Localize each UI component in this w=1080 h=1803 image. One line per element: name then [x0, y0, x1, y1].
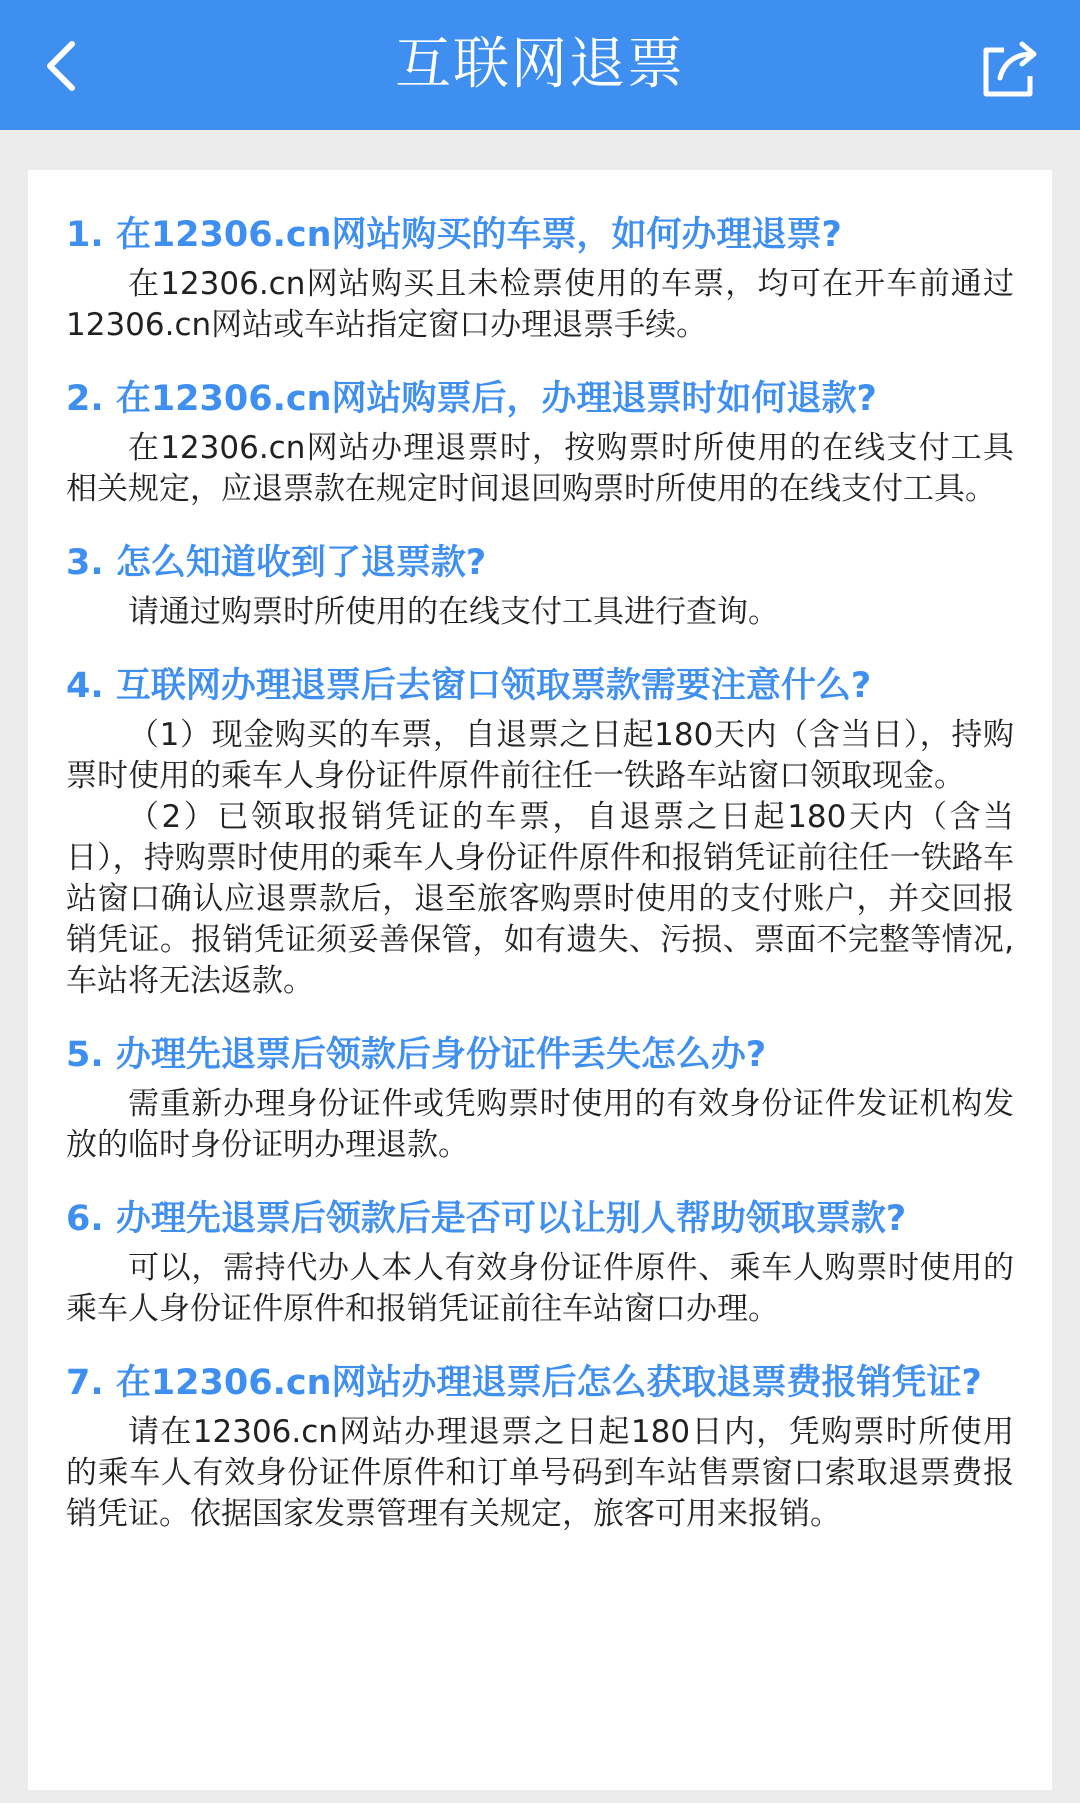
faq-item-2	[66, 374, 1014, 510]
faq-question-5: 5. 办理先退票后领款后身份证件丢失怎么办?	[66, 1035, 767, 1075]
faq-answer-1: 在12306.cn网站购买且未检票使用的车票，均可在开车前通过12306.cn网站或车站指定窗口办理退票手续。	[66, 266, 1014, 343]
page-title: 互联网退票	[395, 32, 685, 97]
faq-item-4	[66, 661, 1014, 1002]
faq-answer-4a: （1）现金购买的车票，自退票之日起180天内（含当日），持购票时使用的乘车人身份证件原件前往任一铁路车站窗口领取现金。	[66, 717, 1014, 794]
faq-answer-4b: （2）已领取报销凭证的车票，自退票之日起180天内（含当日），持购票时使用的乘车人身份证件原件和报销凭证前往任一铁路车站窗口确认应退票款后，退至旅客购票时使用的支付账户，并交回报销凭证。报销凭证须妥善保管，如有遗失、污损、票面不完整等情况,车站将无法返款。	[66, 799, 1014, 999]
faq-item-6	[66, 1194, 1014, 1330]
faq-question-1: 1. 在12306.cn网站购买的车票，如何办理退票?	[66, 215, 842, 255]
faq-answer-2: 在12306.cn网站办理退票时，按购票时所使用的在线支付工具相关规定，应退票款在规定时间退回购票时所使用的在线支付工具。	[66, 430, 1014, 507]
faq-answer-5: 需重新办理身份证件或凭购票时使用的有效身份证件发证机构发放的临时身份证明办理退款。	[66, 1086, 1014, 1163]
faq-question-7: 7. 在12306.cn网站办理退票后怎么获取退票费报销凭证?	[66, 1363, 982, 1403]
faq-item-1	[66, 210, 1014, 346]
app-header	[0, 0, 1080, 130]
share-icon	[974, 32, 1046, 104]
faq-item-5	[66, 1030, 1014, 1166]
faq-question-3: 3. 怎么知道收到了退票款?	[66, 543, 487, 583]
faq-question-2: 2. 在12306.cn网站购票后，办理退票时如何退款?	[66, 379, 877, 419]
faq-answer-7: 请在12306.cn网站办理退票之日起180日内，凭购票时所使用的乘车人有效身份证件原件和订单号码到车站售票窗口索取退票费报销凭证。依据国家发票管理有关规定，旅客可用来报销。	[66, 1414, 1014, 1532]
faq-item-7	[66, 1358, 1014, 1535]
faq-question-4: 4. 互联网办理退票后去窗口领取票款需要注意什么?	[66, 666, 872, 706]
faq-question-6: 6. 办理先退票后领款后是否可以让别人帮助领取票款?	[66, 1199, 907, 1239]
share-button[interactable]	[974, 32, 1046, 104]
faq-item-3	[66, 538, 1014, 633]
faq-answer-3: 请通过购票时所使用的在线支付工具进行查询。	[128, 594, 779, 630]
faq-card	[28, 170, 1052, 1790]
faq-answer-6: 可以，需持代办人本人有效身份证件原件、乘车人购票时使用的乘车人身份证件原件和报销凭证前往车站窗口办理。	[66, 1250, 1014, 1327]
